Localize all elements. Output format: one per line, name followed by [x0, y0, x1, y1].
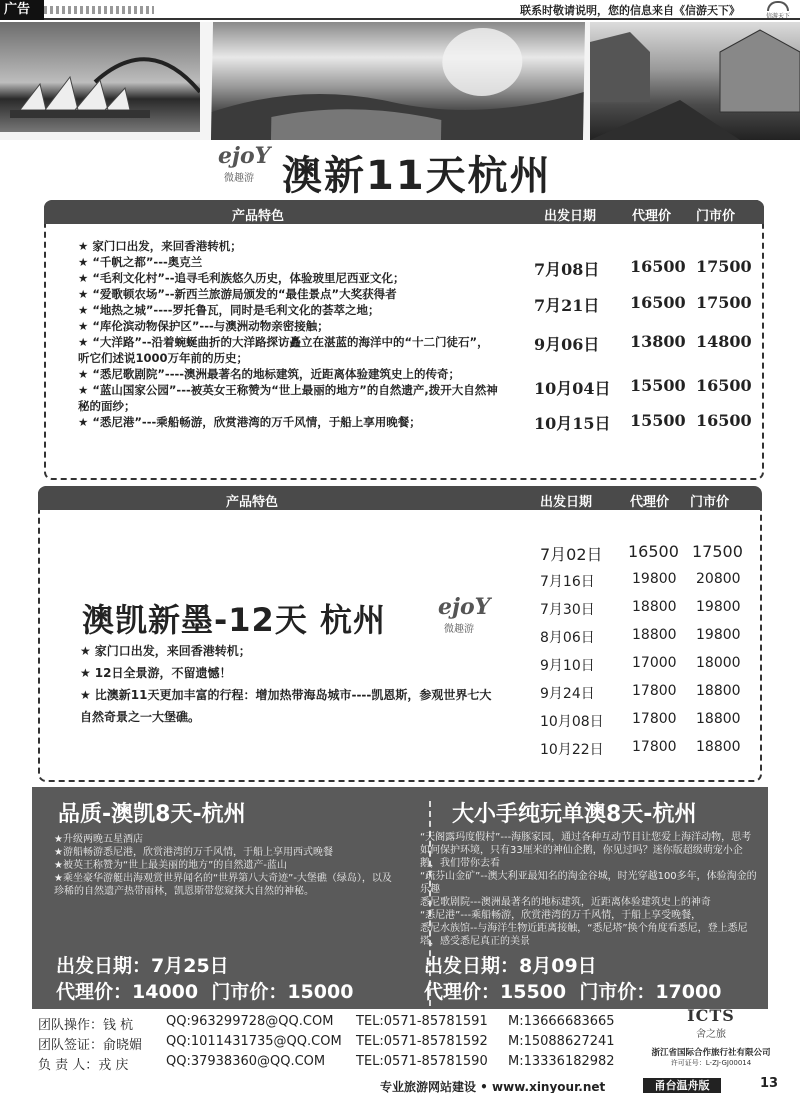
star-icon: ★	[80, 688, 91, 702]
house-icon	[590, 22, 800, 140]
footer	[380, 1078, 800, 1093]
star-icon: ★	[78, 255, 89, 269]
right-package-date: 出发日期：8月09日	[424, 955, 597, 977]
feature-item: ★ “爱歌顿农场”--新西兰旅游局颁发的“最佳景点”大奖获得者	[78, 287, 397, 301]
photo-banner	[0, 22, 800, 140]
right-package-price: 代理价：15500 门市价：17000	[424, 981, 722, 1003]
opera-house-icon	[0, 22, 200, 132]
section1-col-features: 产品特色	[232, 209, 285, 224]
star-icon: ★	[78, 367, 89, 381]
right-package-details: “天阁露玛度假村”---海豚家园，通过各种互动节目让您爱上海洋动物，思考如何保护环境，只有33厘米的神仙企鹅，你见过吗？迷你版超级萌宠小企鹅，我们带你去看 “疏芬山金矿”--澳大利亚最知名的淘金谷城，时光穿越100多年，体验淘金的乐趣 悉尼歌剧院---澳洲最著名的地标建筑，近距离体验建筑史上的神奇 “悉尼港”---乘船畅游，欣赏港湾的万千风情，于船上享受晚餐， 悉尼水族馆--与海洋生物近距离接触，“悉尼塔”换个角度看悉尼，登上悉尼塔，感受悉尼真正的美景	[420, 832, 757, 947]
star-icon: ★	[78, 383, 89, 397]
feature-item: ★ “库伦滨动物保护区”---与澳洲动物亲密接触；	[78, 319, 329, 333]
left-package-price: 代理价：14000 门市价：15000	[56, 981, 354, 1003]
ejoy-logo-script: ejoY	[438, 594, 491, 620]
company-name: 浙江省国际合作旅行社有限公司	[651, 1048, 771, 1058]
star-icon: ★	[78, 303, 89, 317]
icts-logo: ICTS	[687, 1006, 735, 1025]
feature-item: ★ “千帆之都”---奥克兰	[78, 255, 203, 269]
price-row: 10月04日 15500 16500	[534, 376, 752, 398]
edition-badge: 甬台温舟版	[643, 1078, 721, 1093]
photo-houses-street	[590, 22, 800, 140]
star-icon: ★	[78, 335, 89, 349]
star-icon: ★	[80, 644, 91, 658]
star-icon: ★	[78, 319, 89, 333]
source-notice: 联系时敬请说明，您的信息来自《信游天下》	[520, 4, 740, 17]
page-number: 13	[760, 1076, 779, 1091]
ejoy-logo-sub: 微趣游	[444, 624, 474, 635]
price-row: 9月10日 17000 18000	[540, 655, 741, 674]
feature-item: ★ “地热之城”----罗托鲁瓦，同时是毛利文化的荟萃之地；	[78, 303, 380, 317]
section2-col-market: 门市价	[690, 495, 730, 510]
price-row: 7月21日 16500 17500	[534, 293, 752, 315]
star-icon: ★	[78, 239, 89, 253]
packages-block	[32, 787, 768, 1009]
feature-item: ★ 家门口出发，来回香港转机；	[80, 644, 251, 658]
publisher-logo-icon	[767, 1, 789, 11]
icts-logo-sub: 舍之旅	[696, 1029, 726, 1040]
feature-item: ★ “大洋路”--沿着蜿蜒曲折的大洋路探访矗立在湛蓝的海洋中的“十二门徒石”，听它们述说1000万年前的历史；	[78, 335, 489, 365]
price-row: 7月08日 16500 17500	[534, 257, 752, 279]
section1-header-bar	[44, 200, 764, 224]
price-row: 8月06日 18800 19800	[540, 627, 741, 646]
price-row: 10月08日 17800 18800	[540, 711, 741, 730]
feature-item: ★ 比澳新11天更加丰富的行程：增加热带海岛城市----凯恩斯，参观世界七大自然奇景之一大堡礁。	[80, 688, 492, 724]
contact-row: 团队操作：钱 杭 QQ:963299728@QQ.COM TEL:0571-85781591 M:13666683665	[38, 1014, 615, 1033]
star-icon: ★	[80, 666, 91, 680]
ejoy-logo-sub: 微趣游	[224, 173, 254, 184]
price-row: 9月24日 17800 18800	[540, 683, 741, 702]
feature-item: ★ “悉尼歌剧院”----澳洲最著名的地标建筑，近距离体验建筑史上的传奇；	[78, 367, 461, 381]
company-seal	[636, 1006, 786, 1070]
section2-header-bar	[38, 486, 762, 510]
publisher-logo-text: 信游天下	[765, 13, 790, 20]
section2-feature-list	[80, 640, 500, 728]
publisher-logo	[762, 1, 794, 19]
section1-col-market: 门市价	[696, 209, 736, 224]
ejoy-logo	[438, 594, 498, 638]
section2-headline: 澳凯新墨-12天 杭州	[82, 601, 386, 639]
price-row: 7月16日 19800 20800	[540, 571, 741, 590]
contact-row: 负 责 人：戎 庆 QQ:37938360@QQ.COM TEL:0571-85781590 M:13336182982	[38, 1054, 615, 1073]
left-package-details: ★升级两晚五星酒店 ★游船畅游悉尼港，欣赏港湾的万千风情，于船上享用西式晚餐 ★被英王称赞为“世上最美丽的地方”的自然遗产-蓝山 ★乘坐豪华游艇出海观赏世界闻名的“世界第八大奇迹”-大堡礁（绿岛），以及珍稀的自然遗产热带雨林，凯恩斯带您窥探大自然的神秘。	[54, 834, 392, 897]
photo-sydney-opera-house	[0, 22, 200, 132]
ejoy-logo	[218, 143, 278, 187]
section2-col-features: 产品特色	[226, 495, 279, 510]
top-bar	[0, 0, 800, 20]
company-license: 许可证号：L-ZJ-GJ00014	[670, 1059, 752, 1067]
section1-headline: 澳新11天杭州	[282, 153, 552, 199]
photo-geyser-landscape	[211, 22, 585, 140]
price-row: 9月06日 13800 14800	[534, 332, 752, 354]
section1-col-date: 出发日期	[544, 209, 597, 224]
section1-col-agent: 代理价	[632, 209, 672, 224]
left-package-title: 品质-澳凯8天-杭州	[58, 802, 246, 827]
geyser-icon	[211, 22, 585, 140]
feature-item: ★ “悉尼港”---乘船畅游，欣赏港湾的万千风情，于船上享用晚餐；	[78, 415, 421, 429]
price-row: 10月22日 17800 18800	[540, 739, 741, 758]
star-icon: ★	[78, 287, 89, 301]
section2-col-agent: 代理价	[630, 495, 670, 510]
feature-item: ★ “蓝山国家公园”---被英女王称赞为“世上最丽的地方”的自然遗产,拨开大自然神秘的面纱；	[78, 383, 498, 413]
section1-feature-list	[78, 238, 498, 430]
contact-row: 团队签证：俞晓媚 QQ:1011431735@QQ.COM TEL:0571-85781592 M:15088627241	[38, 1034, 615, 1053]
left-package-date: 出发日期：7月25日	[56, 955, 229, 977]
feature-item: ★ 家门口出发，来回香港转机；	[78, 239, 242, 253]
price-row: 7月30日 18800 19800	[540, 599, 741, 618]
stripe-decoration	[44, 6, 154, 14]
price-row: 7月02日 16500 17500	[540, 542, 743, 564]
section2-col-date: 出发日期	[540, 495, 593, 510]
right-package-title: 大小手纯玩单澳8天-杭州	[452, 802, 697, 827]
footer-website[interactable]: 专业旅游网站建设 • www.xinyour.net	[380, 1080, 606, 1093]
star-icon: ★	[78, 271, 89, 285]
star-icon: ★	[78, 415, 89, 429]
feature-item: ★ 12日全景游，不留遗憾！	[80, 666, 232, 680]
feature-item: ★ “毛利文化村”--追寻毛利族悠久历史，体验玻里尼西亚文化；	[78, 271, 405, 285]
price-row: 10月15日 15500 16500	[534, 411, 752, 433]
ejoy-logo-script: ejoY	[218, 143, 271, 169]
ad-label: 广告	[0, 0, 44, 20]
